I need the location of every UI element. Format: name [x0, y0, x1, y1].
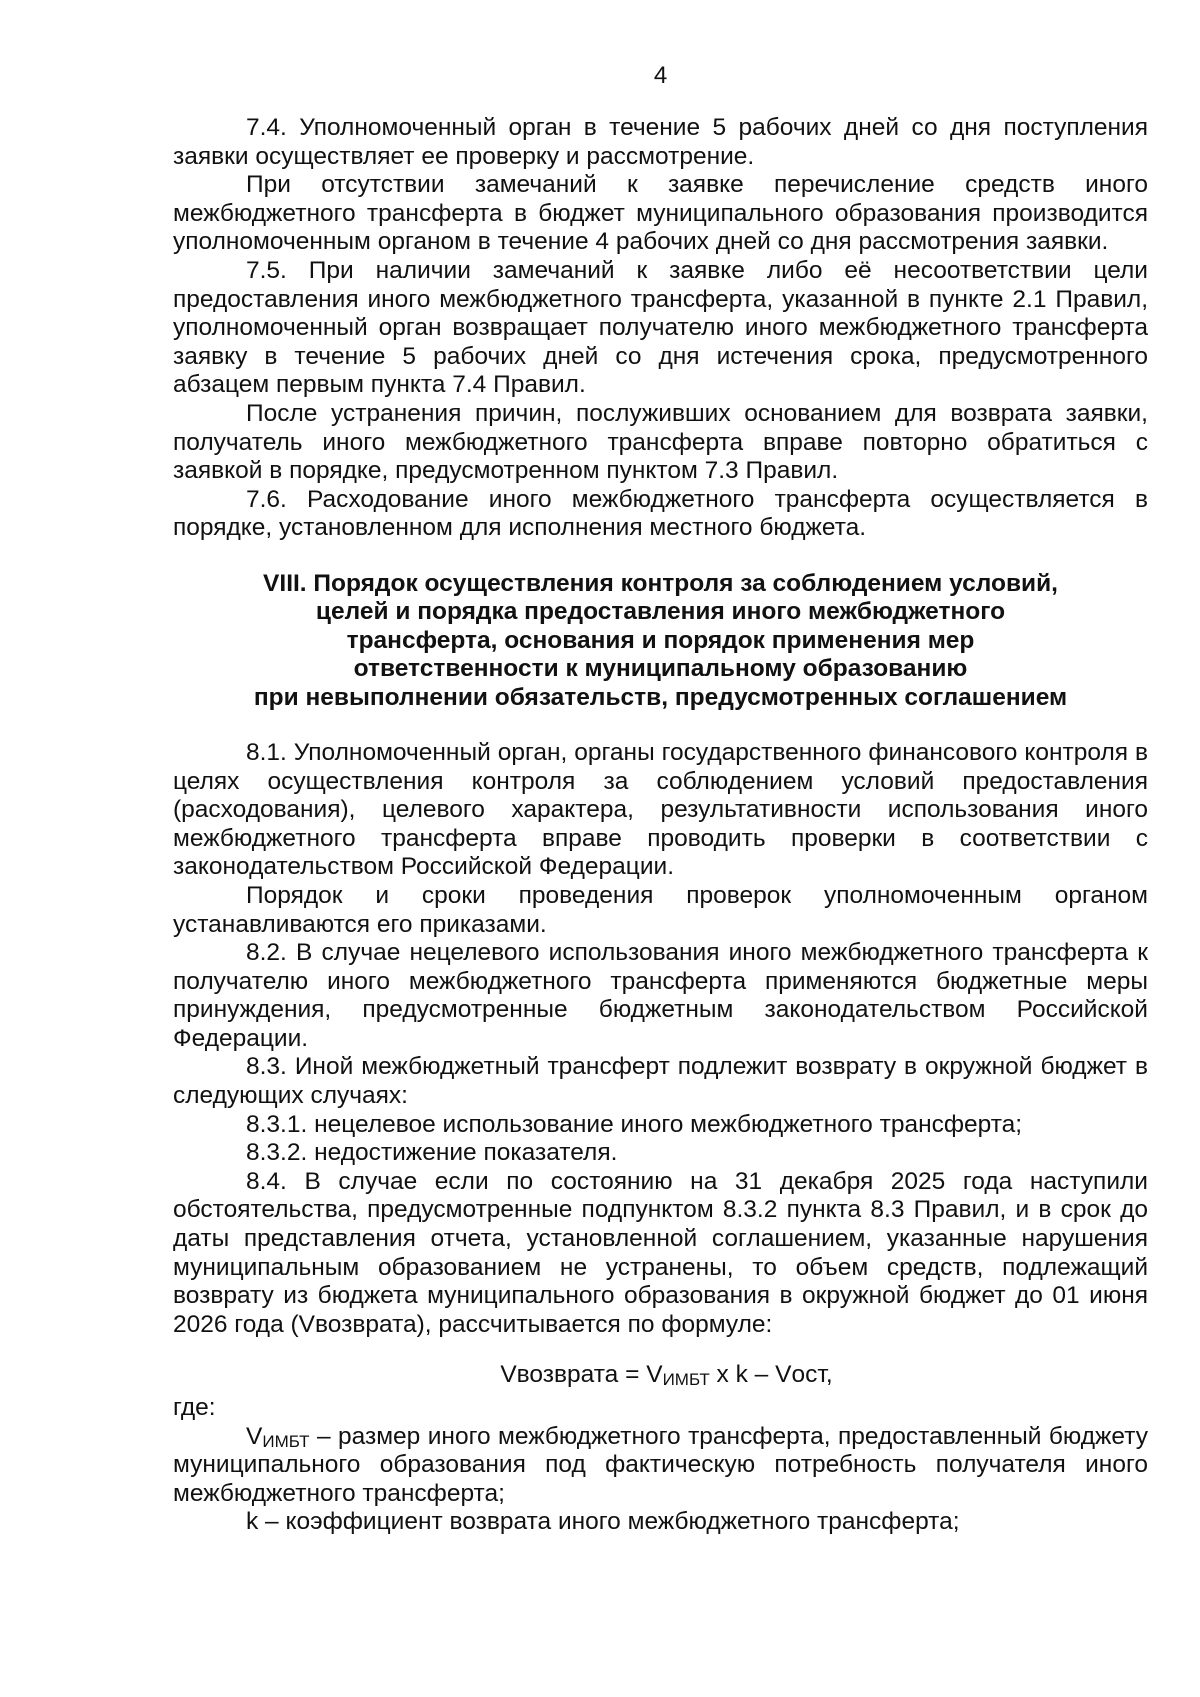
paragraph-8-3-1: 8.3.1. нецелевое использование иного межбюджетного трансферта; [246, 1110, 1023, 1138]
paragraph-8-1: 8.1. Уполномоченный орган, органы государственного финансового контроля в целях осуществления контроля за соблюдением условий предоставления (расходования), целевого характера, результативности использования иного межбюджетного трансферта вправе проводить проверки в соответствии с законодательством Российской Федерации. [173, 738, 1148, 881]
definition-subscript: ИМБТ [262, 1431, 310, 1451]
heading-line: ответственности к муниципальному образованию [353, 655, 968, 683]
heading-line: трансферта, основания и порядок применения мер [346, 626, 975, 654]
page-number: 4 [653, 62, 668, 89]
paragraph-7-4-transfer: При отсутствии замечаний к заявке перечисление средств иного межбюджетного трансферта в бюджет муниципального образования производится уполномоченным органом в течение 4 рабочих дней со дня рассмотрения заявки. [173, 171, 1148, 256]
document-page [173, 62, 1148, 1537]
where-label: где: [173, 1394, 216, 1421]
section-7-body [173, 114, 1148, 543]
paragraph-7-5: 7.5. При наличии замечаний к заявке либо её несоответствии цели предоставления иного межбюджетного трансферта, указанной в пункте 2.1 Правил, уполномоченный орган возвращает получателю иного межбюджетного трансферта заявку в течение 5 рабочих дней со дня истечения срока, предусмотренного абзацем первым пункта 7.4 Правил. [173, 256, 1148, 399]
paragraph-8-3: 8.3. Иной межбюджетный трансферт подлежит возврату в окружной бюджет в следующих случаях: [173, 1053, 1148, 1110]
formula-subscript: ИМБТ [662, 1370, 710, 1390]
definition-v-imbt [173, 1423, 1148, 1509]
paragraph-8-1-order: Порядок и сроки проведения проверок уполномоченным органом устанавливаются его приказами. [173, 881, 1148, 938]
paragraph-8-3-2: 8.3.2. недостижение показателя. [246, 1139, 618, 1167]
section-8-heading [173, 570, 1148, 712]
definition-text: – размер иного межбюджетного трансферта, предоставленный бюджету муниципального образования под фактическую потребность получателя иного межбюджетного трансферта; [173, 1422, 1148, 1507]
paragraph-7-5-resubmit: После устранения причин, послуживших основанием для возврата заявки, получатель иного межбюджетного трансферта вправе повторно обратиться с заявкой в порядке, предусмотренном пунктом 7.3 Правил. [173, 399, 1148, 485]
heading-line: целей и порядка предоставления иного межбюджетного [315, 598, 1006, 626]
heading-line: VIII. Порядок осуществления контроля за соблюдением условий, [263, 569, 1058, 597]
paragraph-8-2: 8.2. В случае нецелевого использования иного межбюджетного трансферта к получателю иного межбюджетного трансферта применяются бюджетные меры принуждения, предусмотренные бюджетным законодательством Российской Федерации. [173, 939, 1148, 1052]
definition-k: k – коэффициент возврата иного межбюджетного трансферта; [246, 1508, 960, 1536]
paragraph-8-4: 8.4. В случае если по состоянию на 31 декабря 2025 года наступили обстоятельства, предусмотренные подпунктом 8.3.2 пункта 8.3 Правил, и в срок до даты представления отчета, установленной соглашением, указанные нарушения муниципальным образованием не устранены, то объем средств, подлежащий возврату из бюджета муниципального образования в окружной бюджет до 01 июня 2026 года (Vвозврата), рассчитывается по формуле: [173, 1167, 1148, 1338]
paragraph-7-6: 7.6. Расходование иного межбюджетного трансферта осуществляется в порядке, установленном для исполнения местного бюджета. [173, 485, 1148, 542]
formula-rhs: x k – Vост, [709, 1361, 833, 1389]
section-8-body [173, 739, 1148, 1537]
formula-lhs: Vвозврата = V [500, 1361, 663, 1389]
heading-line: при невыполнении обязательств, предусмотренных соглашением [253, 683, 1068, 711]
return-formula [173, 1361, 1148, 1390]
paragraph-7-4: 7.4. Уполномоченный орган в течение 5 рабочих дней со дня поступления заявки осуществляет ее проверку и рассмотрение. [173, 114, 1148, 170]
definition-symbol: V [246, 1422, 263, 1450]
